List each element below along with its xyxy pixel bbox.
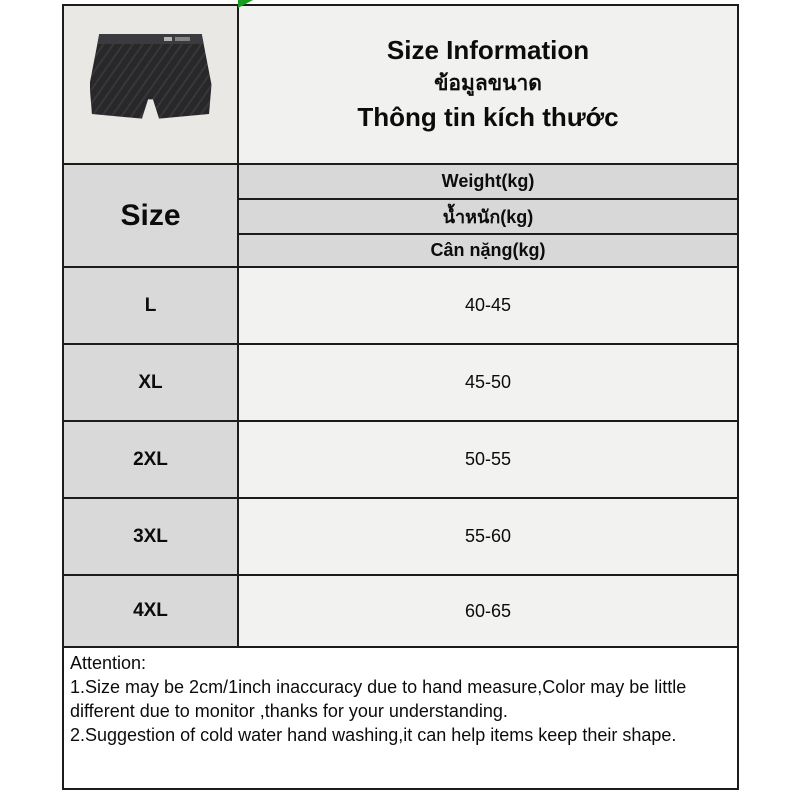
table-row [63, 421, 738, 498]
size-column-header: Size [63, 164, 238, 267]
weight-value-cell: 45-50 [238, 344, 738, 421]
table-row [63, 498, 738, 575]
weight-header-thai: น้ำหนัก(kg) [238, 199, 738, 234]
weight-header-english: Weight(kg) [238, 164, 738, 199]
waistband-logo-mark [164, 37, 190, 41]
size-label-cell: L [63, 267, 238, 344]
boxer-briefs-graphic [90, 34, 212, 126]
attention-row [63, 647, 738, 789]
title-cell [238, 5, 738, 164]
product-photo-cell [63, 5, 238, 164]
title-thai: ข้อมูลขนาด [434, 72, 542, 96]
attention-cell [63, 647, 738, 789]
weight-value-cell: 40-45 [238, 267, 738, 344]
attention-heading: Attention: [70, 653, 147, 673]
weight-header-vietnamese: Cân nặng(kg) [238, 234, 738, 267]
weight-value-cell: 60-65 [238, 575, 738, 647]
size-label-cell: 4XL [63, 575, 238, 647]
title-stack [239, 36, 737, 132]
header-row-weight-en [63, 164, 738, 199]
size-label-cell: 2XL [63, 421, 238, 498]
product-photo [64, 7, 237, 162]
size-table [62, 4, 739, 790]
size-label-cell: 3XL [63, 498, 238, 575]
attention-note-2: 2.Suggestion of cold water hand washing,it can help items keep their shape. [70, 725, 677, 745]
table-row [63, 575, 738, 647]
waistband-graphic [90, 34, 212, 44]
size-label-cell: XL [63, 344, 238, 421]
table-row [63, 267, 738, 344]
attention-note-1: 1.Size may be 2cm/1inch inaccuracy due to hand measure,Color may be little different due to monitor ,thanks for your understanding. [70, 677, 687, 721]
weight-value-cell: 55-60 [238, 498, 738, 575]
title-vietnamese: Thông tin kích thước [357, 101, 619, 132]
green-corner-marker [238, 0, 253, 8]
weight-value-cell: 50-55 [238, 421, 738, 498]
top-row [63, 5, 738, 164]
title-english: Size Information [386, 35, 590, 66]
table-row [63, 344, 738, 421]
